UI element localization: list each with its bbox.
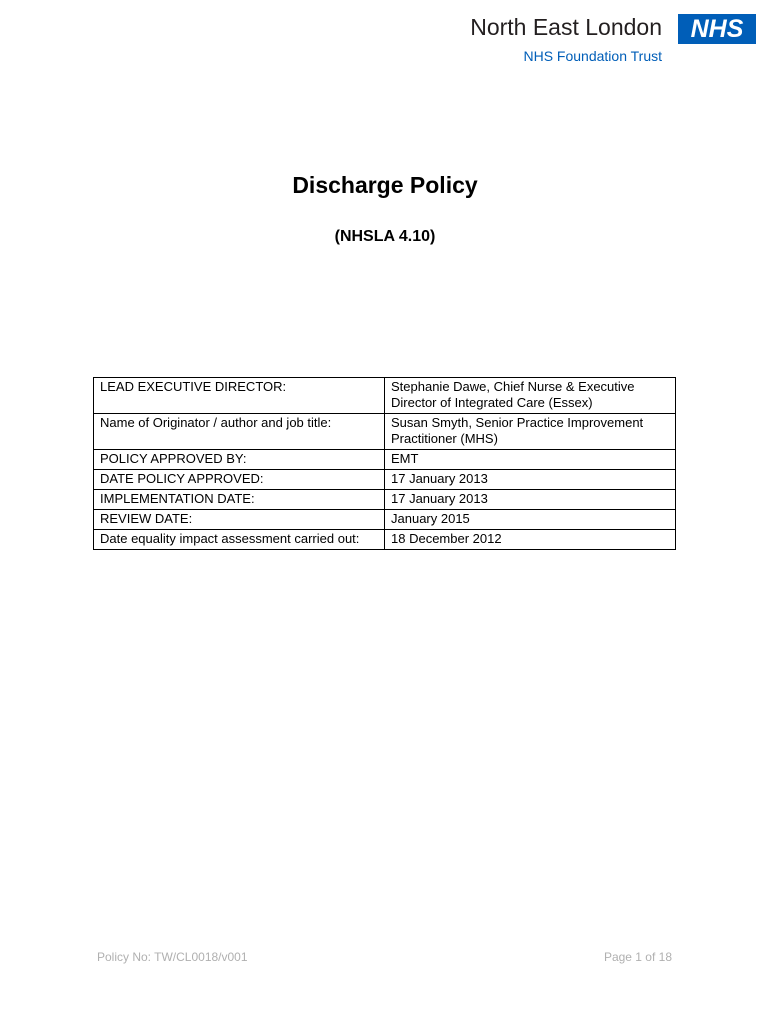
nhs-logo-icon: NHS (678, 14, 756, 44)
page-number: Page 1 of 18 (603, 950, 672, 964)
table-row (94, 378, 676, 414)
row-value: EMT (385, 450, 676, 470)
row-label: IMPLEMENTATION DATE: (94, 490, 385, 510)
table-row (94, 450, 676, 470)
row-value: 18 December 2012 (385, 530, 676, 550)
table-row (94, 490, 676, 510)
table-row (94, 414, 676, 450)
row-value: Stephanie Dawe, Chief Nurse & Executive Director of Integrated Care (Essex) (385, 378, 676, 414)
policy-number: Policy No: TW/CL0018/v001 (97, 950, 248, 964)
row-value: January 2015 (385, 510, 676, 530)
document-subtitle: (NHSLA 4.10) (334, 228, 436, 245)
org-subtitle: NHS Foundation Trust (523, 48, 662, 64)
row-label: Name of Originator / author and job title: (94, 414, 385, 450)
row-label: REVIEW DATE: (94, 510, 385, 530)
document-title: Discharge Policy (292, 172, 478, 198)
policy-info-table (93, 377, 676, 550)
table-row (94, 530, 676, 550)
table-row (94, 510, 676, 530)
table-row (94, 470, 676, 490)
row-value: 17 January 2013 (385, 470, 676, 490)
trust-logo (426, 12, 756, 72)
org-name: North East London (470, 14, 662, 40)
row-label: POLICY APPROVED BY: (94, 450, 385, 470)
row-label: Date equality impact assessment carried out: (94, 530, 385, 550)
row-label: DATE POLICY APPROVED: (94, 470, 385, 490)
row-value: Susan Smyth, Senior Practice Improvement Practitioner (MHS) (385, 414, 676, 450)
row-label: LEAD EXECUTIVE DIRECTOR: (94, 378, 385, 414)
row-value: 17 January 2013 (385, 490, 676, 510)
